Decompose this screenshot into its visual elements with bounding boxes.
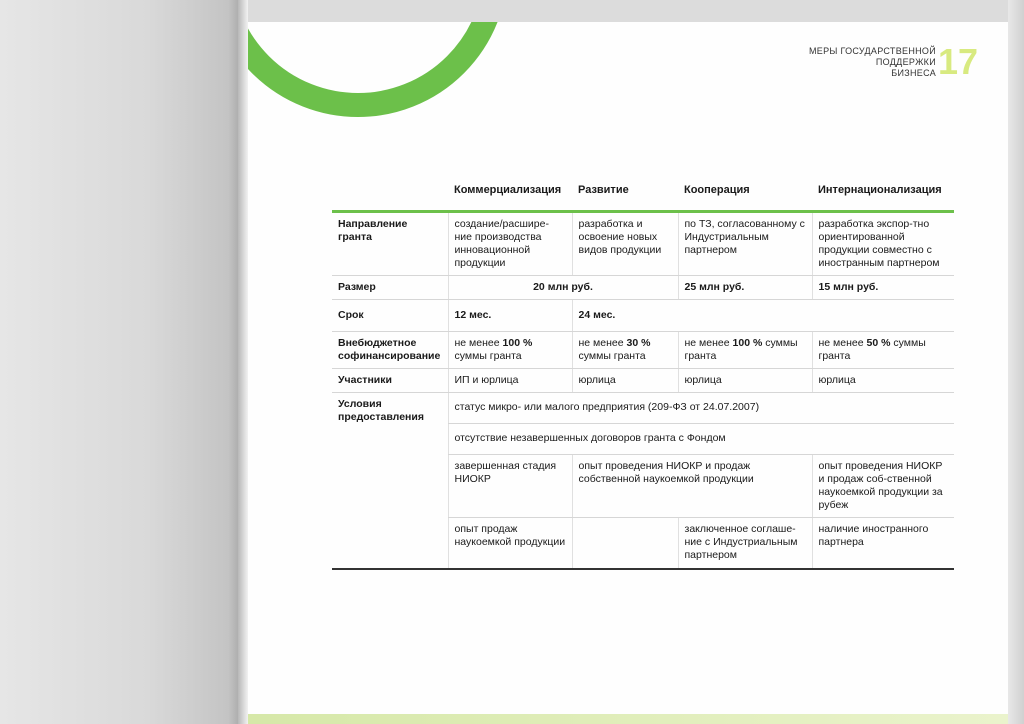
cell-text: не менее	[818, 337, 867, 349]
row-header: Условия предоставления	[332, 393, 448, 570]
table-cell: юрлица	[812, 369, 954, 393]
green-ring-decoration	[248, 22, 508, 117]
table-cell: наличие иностранного партнера	[812, 518, 954, 570]
cell-text: суммы гранта	[818, 337, 926, 362]
table-row-size	[332, 276, 954, 300]
page-number: 17	[937, 41, 978, 82]
cell-text: не менее	[684, 337, 733, 349]
book-spine	[238, 0, 248, 724]
cell-text: суммы гранта	[454, 350, 522, 362]
row-header: Внебюджетное софинансирование	[332, 332, 448, 369]
column-header: Кооперация	[678, 176, 812, 212]
corner-cell	[332, 176, 448, 212]
table-cell: опыт проведения НИОКР и продаж собственной наукоемкой продукции	[572, 455, 812, 518]
table-cell: опыт продаж наукоемкой продукции	[448, 518, 572, 570]
percent-value: 100 %	[732, 337, 763, 349]
page-edge	[1008, 0, 1024, 724]
table-cell	[448, 332, 572, 369]
table-row-participants	[332, 369, 954, 393]
table-cell: разработка и освоение новых видов продукции	[572, 212, 678, 276]
cell-text: не менее	[454, 337, 503, 349]
table-cell: 25 млн руб.	[678, 276, 812, 300]
row-header: Размер	[332, 276, 448, 300]
table-cell: 24 мес.	[572, 300, 954, 332]
table-cell	[572, 332, 678, 369]
section-title	[809, 46, 936, 79]
table-row-direction	[332, 212, 954, 276]
row-header: Срок	[332, 300, 448, 332]
percent-value: 50 %	[866, 337, 891, 349]
table-cell	[572, 518, 678, 570]
table-row-conditions	[332, 393, 954, 424]
table-header-row	[332, 176, 954, 212]
row-header: Участники	[332, 369, 448, 393]
table-cell: заключенное соглаше-ние с Индустриальным партнером	[678, 518, 812, 570]
section-title-line: ПОДДЕРЖКИ	[875, 57, 936, 67]
table-cell: 12 мес.	[448, 300, 572, 332]
table-cell: завершенная стадия НИОКР	[448, 455, 572, 518]
cell-text: не менее	[578, 337, 627, 349]
table-row-cofinancing	[332, 332, 954, 369]
table-cell: создание/расшире-ние производства инновационной продукции	[448, 212, 572, 276]
table-cell: разработка экспор-тно ориентированной продукции совместно с иностранным партнером	[812, 212, 954, 276]
table-row-term	[332, 300, 954, 332]
percent-value: 100 %	[502, 337, 533, 349]
document-page	[248, 22, 1008, 724]
row-header: Направление гранта	[332, 212, 448, 276]
column-header: Коммерциализация	[448, 176, 572, 212]
table-cell: ИП и юрлица	[448, 369, 572, 393]
table-cell: 20 млн руб.	[448, 276, 678, 300]
table-cell: опыт проведения НИОКР и продаж соб-ственной наукоемкой продукции за рубеж	[812, 455, 954, 518]
bottom-edge-strip	[248, 714, 1008, 724]
table-cell: по ТЗ, согласованному с Индустриальным партнером	[678, 212, 812, 276]
table-cell: юрлица	[572, 369, 678, 393]
table-cell: юрлица	[678, 369, 812, 393]
column-header: Интернационализация	[812, 176, 954, 212]
cell-text: суммы гранта	[684, 337, 798, 362]
cell-text: суммы гранта	[578, 350, 646, 362]
section-title-line: МЕРЫ ГОСУДАРСТВЕННОЙ	[808, 46, 936, 56]
table-cell: отсутствие незавершенных договоров гранта с Фондом	[448, 424, 954, 455]
grant-comparison-table	[332, 176, 954, 570]
table-cell	[812, 332, 954, 369]
table-cell: статус микро- или малого предприятия (209-ФЗ от 24.07.2007)	[448, 393, 954, 424]
column-header: Развитие	[572, 176, 678, 212]
section-title-line: БИЗНЕСА	[891, 68, 936, 78]
table-cell	[678, 332, 812, 369]
percent-value: 30 %	[626, 337, 651, 349]
table-cell: 15 млн руб.	[812, 276, 954, 300]
left-page	[0, 0, 248, 724]
